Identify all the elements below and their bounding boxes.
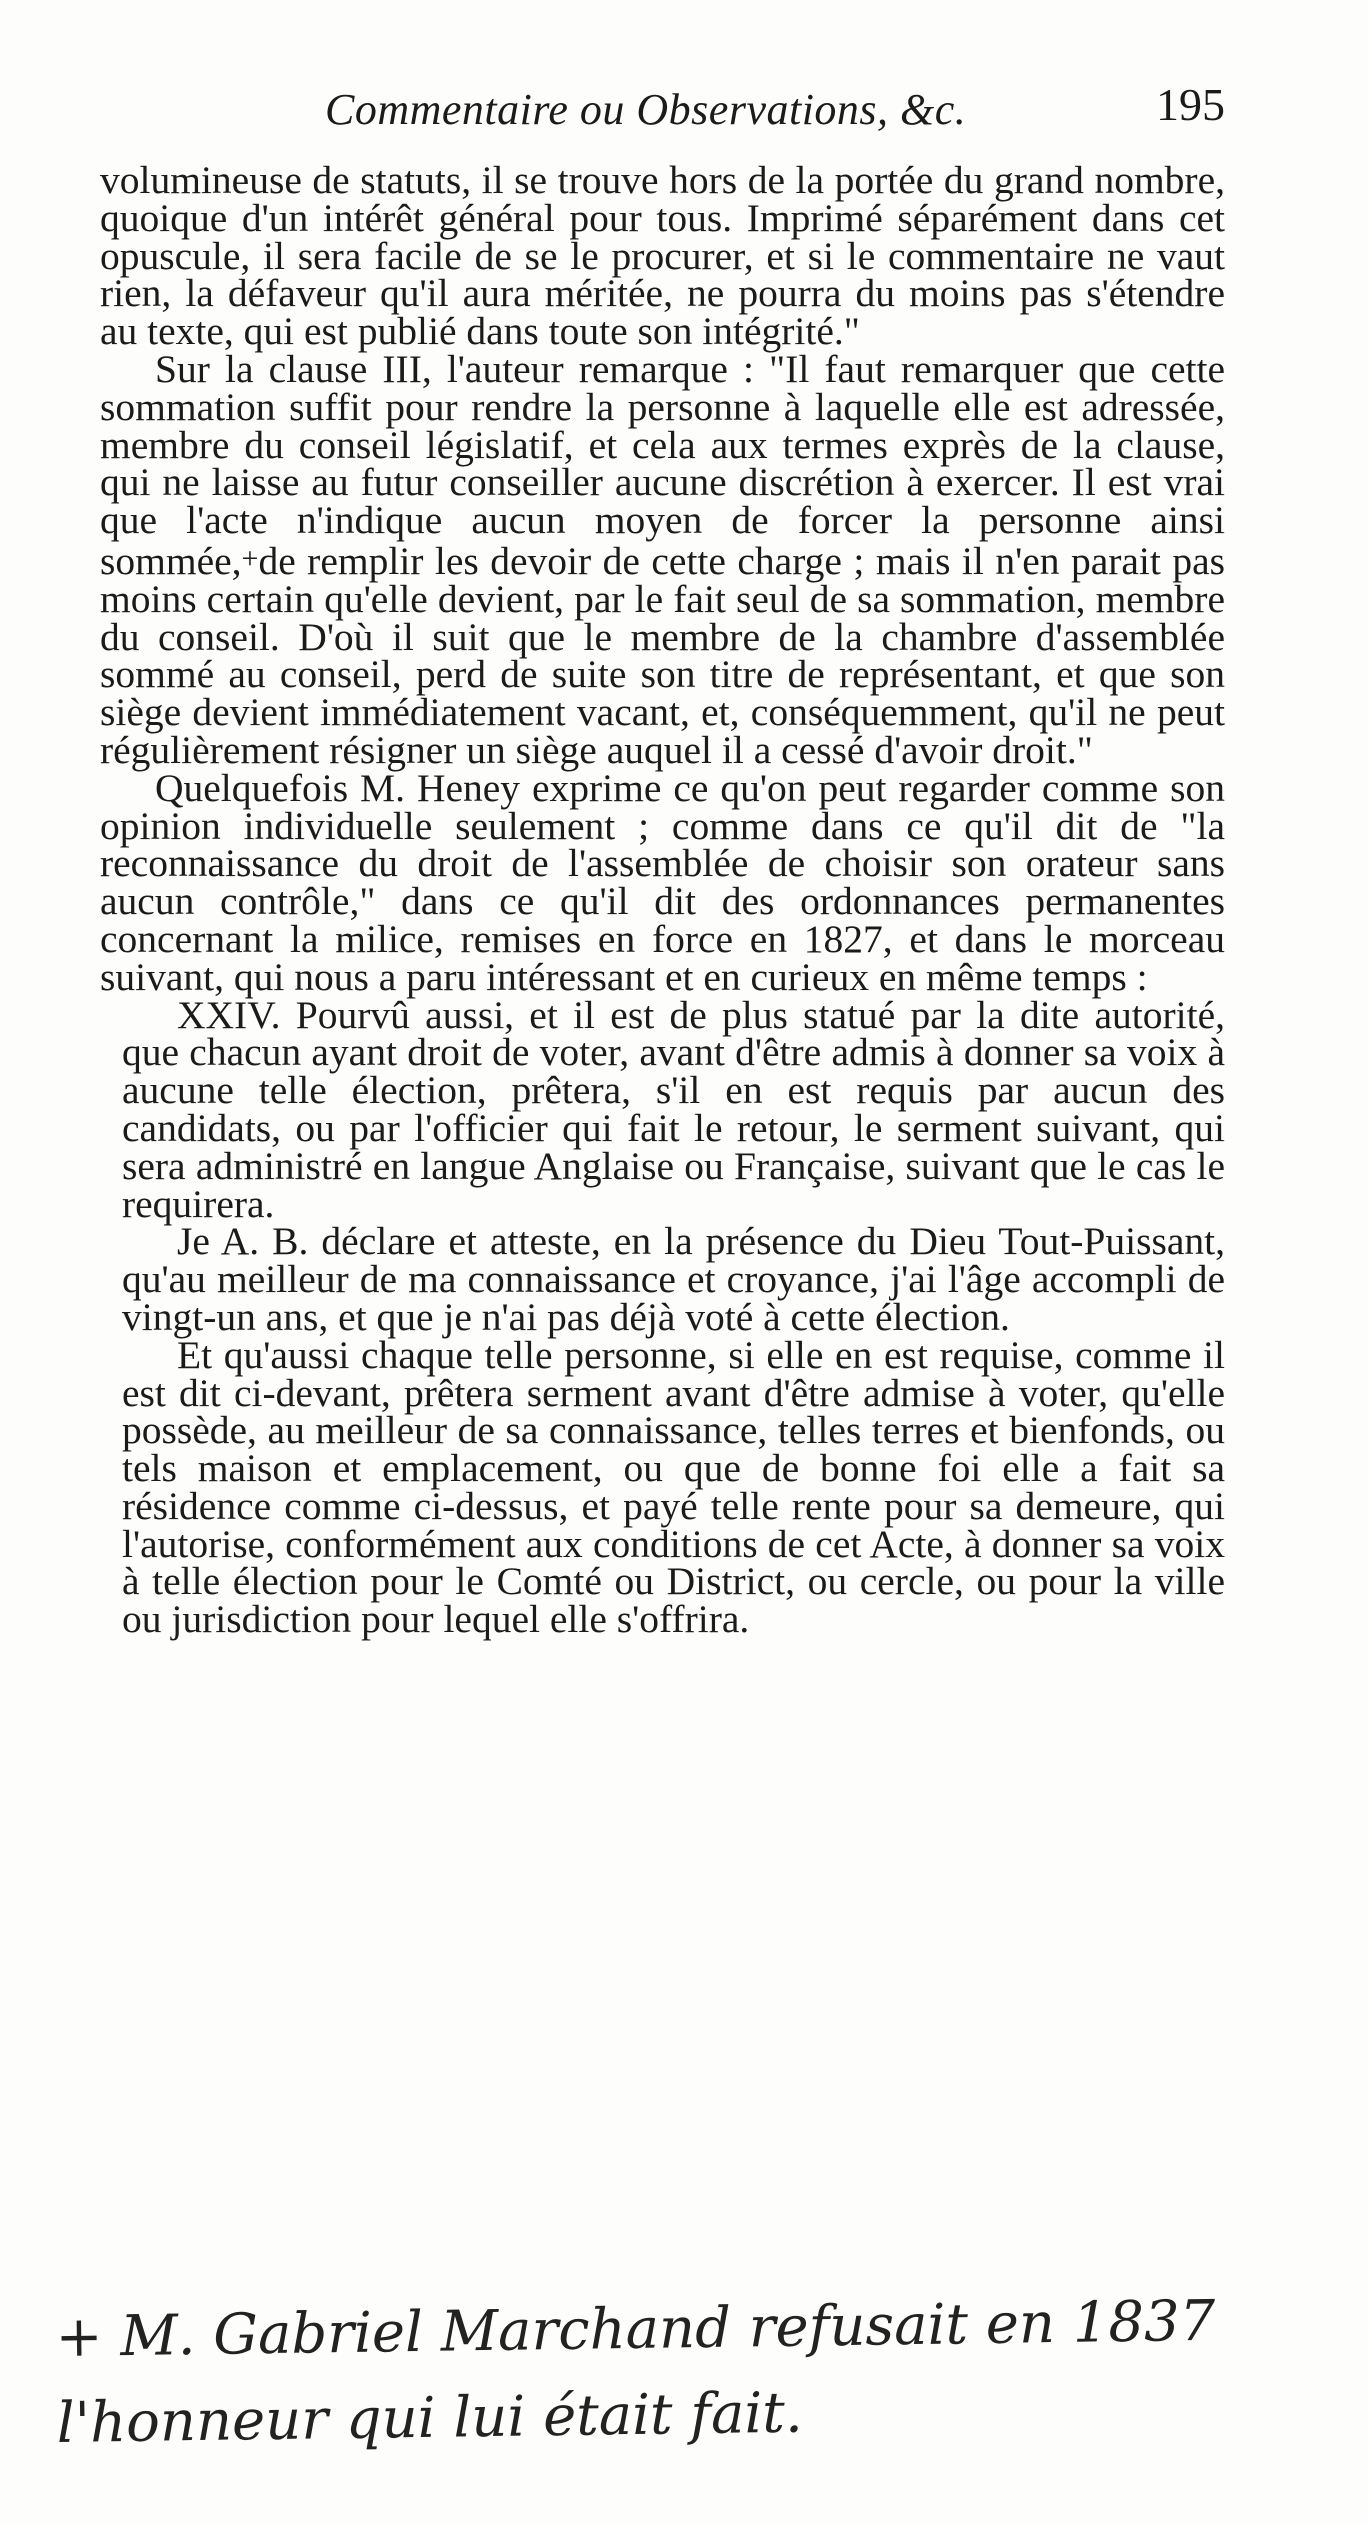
paragraph-voter-oath: Et qu'aussi chaque telle personne, si elle en est requise, comme il est dit ci-devant, prêtera serment avant d'être admise à voter, qu'elle possède, au meilleur de sa connaissance, telles terres et bienfonds, ou tels maison et emplacement, ou que de bonne foi elle a fait sa résidence comme ci-dessus, et payé telle rente pour sa demeure, qui l'autorise, conformément aux conditions de cet Acte, à donner sa voix à telle élection pour le Comté ou District, ou cercle, ou pour la ville ou jurisdiction pour lequel elle s'offrira. [122,1332,1225,1642]
paragraph-clause-iii-part1: Sur la clause III, l'auteur remarque : "Il faut remarquer que cette sommation suffit pour rendre la personne à laquelle elle est adressée, membre du conseil législatif, et cela aux termes exprès de la clause, qui ne laisse au futur conseiller aucune discrétion à exercer. Il est vrai que l'acte n'indique aucun moyen de forcer la personne ainsi sommée, [100,346,1225,583]
paragraph-clause-iii-part2: de remplir les devoir de cette charge ; mais il n'en parait pas moins certain qu'elle devient, par le fait seul de sa sommation, membre du conseil. D'où il suit que le membre de la chambre d'assemblée sommé au conseil, perd de suite son titre de représentant, et que son siège devient immédiatement vacant, et, conséquemment, qu'il ne peut régulièrement résigner un siège auquel il a cessé d'avoir droit." [100,538,1225,772]
handwritten-annotation [55,2277,1317,2467]
handwritten-line-2: l'honneur qui lui était fait. [56,2380,804,2456]
running-head [100,78,1225,138]
paragraph-clause-iii [100,346,1225,772]
running-title: Commentaire ou Observations, &c. [325,85,967,134]
paragraph-heney-opinion: Quelquefois M. Heney exprime ce qu'on peut regarder comme son opinion individuelle seulement ; comme dans ce qu'il dit de "la reconnaissance du droit de l'assemblée de choisir son orateur sans aucun contrôle," dans ce qu'il dit des ordonnances permanentes concernant la milice, remises en force en 1827, et dans le morceau suivant, qui nous a paru intéressant et en curieux en même temps : [100,765,1225,999]
body-text [100,158,1225,1642]
paragraph-continuation: volumineuse de statuts, il se trouve hors de la portée du grand nombre, quoique d'un intérêt général pour tous. Imprimé séparément dans cet opuscule, il sera facile de se le procurer, et si le commentaire ne vaut rien, la défaveur qu'il aura méritée, ne pourra du moins pas s'étendre au texte, qui est publié dans toute son intégrité." [100,158,1225,354]
page-number: 195 [1156,79,1225,130]
handwritten-line-1: + M. Gabriel Marchand refusait en 1837 [55,2288,1216,2370]
paragraph-clause-xxiv: XXIV. Pourvû aussi, et il est de plus statué par la dite autorité, que chacun ayant droit de voter, avant d'être admis à donner sa voix à aucune telle élection, prêtera, s'il en est requis par aucun des candidats, ou par l'officier qui fait le retour, le serment suivant, qui sera administré en langue Anglaise ou Française, suivant que le cas le requirera. [122,992,1225,1226]
paragraph-oath: Je A. B. déclare et atteste, en la présence du Dieu Tout-Puissant, qu'au meilleur de ma connaissance et croyance, j'ai l'âge accompli de vingt-un ans, et que je n'ai pas déjà voté à cette élection. [122,1219,1225,1339]
footnote-mark: + [241,541,259,575]
